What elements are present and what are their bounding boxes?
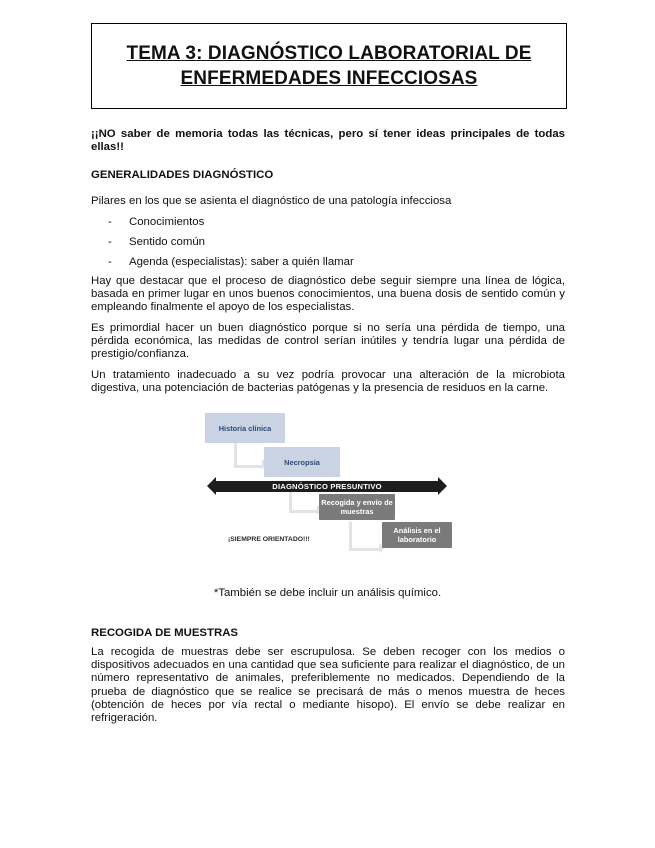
connector-arrow	[349, 522, 382, 551]
presumptive-diagnosis-banner: DIAGNÓSTICO PRESUNTIVO	[215, 481, 439, 492]
step-analisis-laboratorio: Análisis en el laboratorio	[382, 522, 452, 548]
connector-arrow	[234, 441, 265, 468]
paragraph: La recogida de muestras debe ser escrupulosa. Se deben recoger con los medios o dispositivos adecuados en una cantidad que sea suficiente para realizar el diagnóstico, de un número representativo de animales, preferiblemente no medicados. Dependiendo de la prueba de diagnóstico que se realice se precisará de más o menos muestra de heces (obtención de heces por vía rectal o mediante hisopo). El envío se debe realizar en refrigeración.	[91, 646, 565, 725]
list-item-text: Sentido común	[129, 236, 205, 248]
list-item: - Conocimientos	[108, 216, 205, 228]
title-box	[91, 23, 567, 109]
title-line-2: ENFERMEDADES INFECCIOSAS	[180, 68, 478, 89]
list-item: - Sentido común	[108, 236, 205, 248]
step-historia-clinica: Historia clínica	[205, 413, 285, 443]
title-line-1: TEMA 3: DIAGNÓSTICO LABORATORIAL DE	[126, 43, 532, 64]
step-recogida-envio: Recogida y envío de muestras	[319, 494, 395, 520]
list-item: - Agenda (especialistas): saber a quién llamar	[108, 256, 354, 268]
paragraph: Hay que destacar que el proceso de diagnóstico debe seguir siempre una línea de lógica, basada en primer lugar en unos buenos conocimientos, una buena dosis de sentido común y empleando finalmente el apoyo de los especialistas.	[91, 275, 565, 314]
step-necropsia: Necropsia	[264, 447, 340, 477]
paragraph: Es primordial hacer un buen diagnóstico porque si no sería una pérdida de tiempo, una pérdida económica, las medidas de control serían inútiles y tendría lugar una pérdida de prestigio/confianza.	[91, 322, 565, 361]
arrow-right-icon	[438, 477, 447, 495]
paragraph: Un tratamiento inadecuado a su vez podría provocar una alteración de la microbiota digestiva, una potenciación de bacterias patógenas y la presencia de residuos en la carne.	[91, 369, 565, 395]
always-oriented-note: ¡SIEMPRE ORIENTADO!!!	[228, 536, 310, 543]
section-heading-generalidades: GENERALIDADES DIAGNÓSTICO	[91, 169, 274, 181]
list-item-text: Agenda (especialistas): saber a quién llamar	[129, 256, 354, 268]
pillars-lead: Pilares en los que se asienta el diagnóstico de una patología infecciosa	[91, 195, 452, 207]
intro-note: ¡¡NO saber de memoria todas las técnicas, pero sí tener ideas principales de todas ellas!!	[91, 128, 565, 154]
diagnostic-flow-diagram	[205, 410, 455, 555]
list-item-text: Conocimientos	[129, 216, 205, 228]
section-heading-recogida: RECOGIDA DE MUESTRAS	[91, 627, 239, 639]
diagram-caption: *También se debe incluir un análisis químico.	[213, 587, 442, 599]
